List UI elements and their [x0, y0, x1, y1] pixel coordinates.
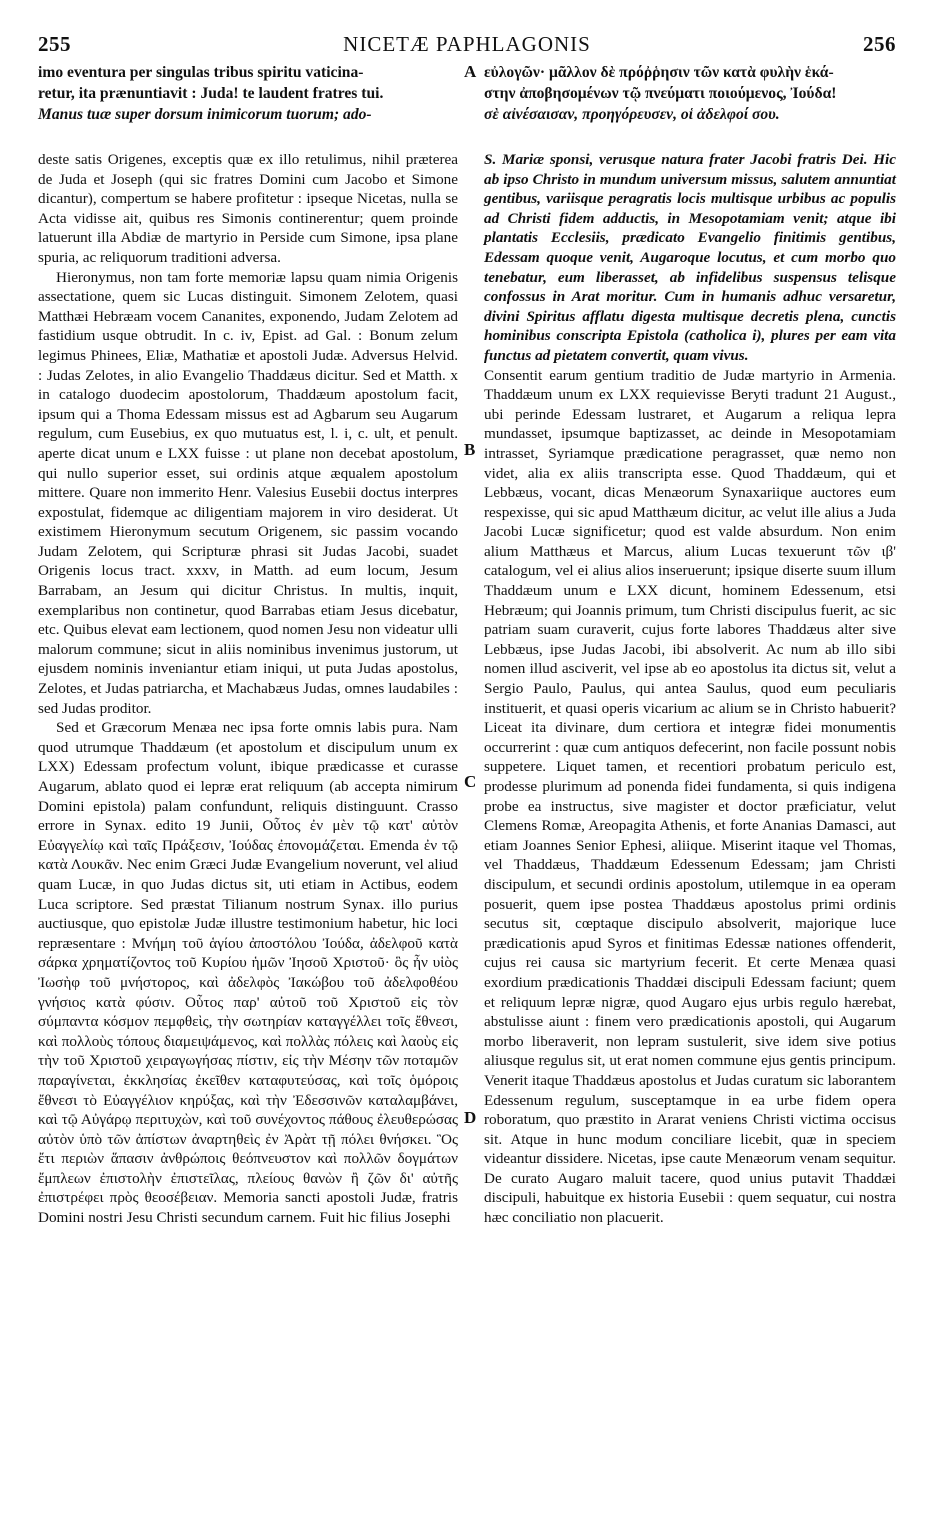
left-paragraph: Hieronymus, non tam forte memoriæ lapsu quam nimia Origenis assectatione, quem sic Lucas distinguit. Simonem Zelotem, quasi Matthæi Hebræam vocem Cananites, exponendo, Judam Zelotem ad fastidium usque obtrudit. In c. iv, Epist. ad Gal. : Bonum zelum legimus Phinees, Eliæ, Mathatiæ et apostoli Judæ. Adversus Helvid. : Judas Zelotes, in alio Evangelio Thaddæus dicitur. Sed et Matth. x in catalogo duodecim apostolorum, Thaddæum apostolum facit, ipsum qui a Thoma Edessam missus est ad Agbarum seu Augarum regulum, cum Eusebius, ex quo mutuatus est, l. i, c. ult, et penult. aperte dicat unum e LXX fuisse : ut plane non decebat apostolum, qui nullo superior esset, sui ordinis atque æqualem apostolum mittere. Quare non immerito Henr. Valesius Eusebii doctus interpres expostulat, fidemque ac diligentiam majorem in viro desiderat. Ut existimem Hieronymum secutum Origenem, sic passim vocando Judam Zelotem, qui Scripturæ phrasi sit Judas Jacobi, suadet Origenis locus tract. xxxv, in Matth. ad eum locum, Jesum Barrabam, an Jesum qui dicitur Christus. In multis, inquit, exemplaribus non continetur, quod Barrabas etiam Jesus dicebatur, etc. Quibus elevat eam lectionem, quod nomen Jesu non videatur ulli malorum commune; sicut in aliis nominibus invenimus justorum, ut ejusdem nominis inveniantur etiam iniqui, ut puta Judas apostolus, Zelotes, et Judas patriarcha, et Machabæus Judas, omnes laudabiles : sed Judas proditor. — [38, 268, 458, 717]
page-header — [38, 32, 896, 58]
left-paragraph: Sed et Græcorum Menæa nec ipsa forte omnis labis pura. Nam quod utrumque Thaddæum (et apostolum et discipulum unum ex LXX) Edessam profectum volunt, ibique prædicasse et curasse Augarum, ablato quod ei lepræ erat reliquum (ab accepta nimirum Domini epistola) palam confundunt, reliquis distinguunt. Crasso errore in Synax. edito 19 Junii, Οὗτος ἐν μὲν τῷ κατ' αὐτὸν Εὐαγγελίῳ καὶ ταῖς Πράξεσιν, Ἰούδας ἐπονομάζεται. Emendа ἐν τῷ κατὰ Λουκᾶν. Nec enim Græci Judæ Evangelium noverunt, vel aliud quam Lucæ, in quo Judas dictus sit, uti etiam in Actibus, eodem Luca scriptore. Sed præstat Tilianum nostrum Synax. illo purius auctiusque, quo epistolæ Judæ illustre testimonium habetur, hic loci repræsentare : Μνήμη τοῦ ἁγίου ἀποστόλου Ἰούδα, ἀδελφοῦ κατὰ σάρκα χρηματίζοντος τοῦ Κυρίου ἡμῶν Ἰησοῦ Χριστοῦ· ὃς ἦν υἱὸς Ἰωσὴφ τοῦ μνήστορος, καὶ ἀδελφὸς Ἰακώβου τοῦ ἀδελφοθέου γνήσιος κατὰ φύσιν. Οὗτος παρ' αὐτοῦ τοῦ Χριστοῦ εἰς τὸν σύμπαντα κόσμον πεμφθεὶς, τὴν σωτηρίαν καταγγέλλει τοῖς ἔθνεσι, καὶ πολλοὺς τόπους διαμειψάμενος, καὶ πολλὰς πόλεις καὶ λαοὺς εἰς τὴν τοῦ Χριστοῦ χειραγωγήσας πίστιν, εἰς τὴν Μέσην τῶν ποταμῶν παραγίνεται, ἐκκλησίας ἐκεῖθεν καταφυτεύσας, καὶ τοῖς ὁμόροις ἔθνεσι τὸ Εὐαγγέλιον κηρύξας, καὶ τὴν Ἐδεσσινῶν καταλαμβάνει, καὶ τῷ Αὐγάρῳ περιτυχὼν, καὶ τοῦ συνέχοντος πάθους ἐλευθερώσας αὐτὸν ὑπὸ τῶν ἀπίστων ἀναρτηθεὶς ἐν Ἀρὰτ τῇ πόλει θνήσκει. Ὃς ἔτι περιὼν ἅπασιν ἀνθρώποις θεόπνευστον καὶ πολλῶν δογμάτων ἔμπλεων ἐπιστολὴν ἐπιστεῖλας, πλείους θανὼν ἢ ζῶν δι' αὐτῆς ἐπιστρέφει πρὸς θεοσέβειαν. Memoria sancti apostoli Judæ, fratris Domini nostri Jesu Christi secundum carnem. Fuit hic filius Josephi — [38, 719, 458, 1227]
margin-marker-d: D — [464, 1108, 477, 1127]
left-paragraph: deste satis Origenes, exceptis quæ ex illo retulimus, nihil præterea de Juda et Joseph (qui sic fratres Domini cum Jacobo et Simone dicantur), compertum se habere profitetur : ipseque Nicetas, nulla se Acta vidisse ait, quibus res Simonis continerentur; quem proinde latuerunt illa Abdiæ de martyrio in Perside cum Simone, ipsa plane spuria, ac reliquorum traditioni adversa. — [38, 151, 458, 266]
intro-latin-line: retur, ita prænuntiavit : Juda! te laudent fratres tui. — [38, 85, 384, 102]
intro-greek-line: εὐλογῶν· μᾶλλον δὲ πρόῤῥησιν τῶν κατὰ φυλὴν ἑκά- — [484, 64, 834, 81]
margin-marker-a: A — [464, 62, 477, 81]
intro-latin-line: imo eventura per singulas tribus spiritu vaticina- — [38, 64, 364, 81]
right-paragraph: Consentit earum gentium traditio de Judæ martyrio in Armenia. Thaddæum unum ex LXX requievisse Beryti tradunt 21 August., ubi perinde Edessam lustraret, et Augarum a reliqua lepra mundasset, ipsumque baptizasset, ac deinde in Mesopotamiam intrasset, Syriamque prædicatione peragrasset, quæ nemo non videt, alia ex aliis transcripta esse. Quod Thaddæum, qui et Lebbæus, vocant, dicas Menæorum Synaxariique auctores eum respexisse, qui sic apud Matthæum dicitur, ac velut ille alius a Juda Jacobi Lucæ significetur; quod est valde absurdum. Non enim alium Matthæus et Marcus, alium Lucas texuerunt τῶν ιβ' catalogum, vel ei alius alios inseruerunt; ipsique diserte suum illum Thaddæum unum e LXX dicunt, hominem Edessenum, etsi Hebræum; qui Joannis primum, tum Christi discipulus fuerit, ac sic patriam suam curaverit, cujus forte labores Thaddæus alter sive Lebbæus, ipse Judas Jacobi, ibi absolverit. Ac num ab illo sibi nomen illud asciverit, vel ipse ab eo apostolus ita dictus sit, velut a Sergio Paulo, Paulus, qui antea Saulus, quod eum peculiaris instituerit, et quasi operis vicarium ac alium se in Christo habuerit? Liceat ita divinare, dum certiora et integræ fidei monumentis occurrerint : quæ cum antiquos defecerint, non facile possunt nobis suppetere. Liquet tamen, et recentiori probatum periculo est, prodesse plurimum ad ponenda fidei fundamenta, si quis indigena probe ea instructus, sive magister et doctor præficiatur, velut Clemens Romæ, Areopagita Athenis, et forte Ananias Damasci, aut etiam Joannes Senior Ephesi, aliique. Miserint itaque vel Thomas, vel Thaddæus, Thaddæum Edessenum Edessam; jam Christi discipulum, et secundi ordinis apostolum, utilemque in ea operam posuerit, quem ipse postea Thaddæus apostolus primi ordinis secutus sit, cœptaque discipulo absolverit, majorique luce prædicationis apud Syros et finitimas Edessæ nationes offenderit, cujus rei causa sic martyrium fecerit. Et certe Menæa quasi exordium prædicationis Thaddæi discipuli Edessam faciunt; quem et reliquum lepræ nigræ, quod Augaro ejus urbis regulo hærebat, abstulisse aiunt : finem vero prædicationis apostoli, qui Augarum morbo liberaverit, non lepram sustulerit, sive idem sive potius aliusque regulus sit, ut erat nomen commune ejus gentis principum. Venerit itaque Thaddæus apostolus et Judas curatum sic laborantem Edessenum regulum, susceptamque in ea urbe fidem opera roboratum, quo præstito in Ararat veniens Christi victima occisus sit. Atque in hunc modum conciliare licebit, quæ in speciem videantur dissidere. Nicetas, ipse caute Menæorum venam sequitur. De curato Augaro maluit tacere, quod unius putavit Thaddæi discipuli, habuitque ex historia Eusebii : quem sequatur, cui nostra hæc conciliatio non placuerit. — [484, 366, 896, 1227]
page-number-right: 256 — [863, 32, 896, 56]
right-paragraph: S. Mariæ sponsi, verusque natura frater Jacobi fratris Dei. Hic ab ipso Christo in mundum universum missus, salutem annuntiat gentibus, variisque peragratis locis multisque urbibus ac populis ad Christi fidem adductis, in Mesopotamiam venit; atque ibi plantatis Ecclesiis, prædicato Evangelio finitimis gentibus, Edessam quoque venit, Augaroque locutus, et cum morbo quo tenebatur, eum liberasset, ab infidelibus suspensus telisque confossus in Arat moritur. Cum in humanis adhuc versaretur, divini Spiritus afflatu digesta multisque decretis plena, cunctis hominibus conscripta Epistola (catholica i), plures per eam vita functus ad pietatem convertit, quam vivus. — [484, 151, 896, 364]
running-title: NICETÆ PAPHLAGONIS — [343, 32, 591, 56]
margin-marker-c: C — [464, 772, 477, 791]
intro-greek-line: σὲ αἰνέσαισαν, προηγόρευσεν, οἱ ἀδελφοί σου. — [484, 106, 780, 123]
right-column — [484, 150, 896, 1228]
intro-latin — [38, 62, 458, 125]
intro-latin-line: Manus tuæ super dorsum inimicorum tuorum; ado- — [38, 106, 372, 123]
intro-greek-line: στην ἀποβησομένων τῷ πνεύματι ποιούμενος, Ἰούδα! — [484, 85, 837, 102]
page-number-left: 255 — [38, 32, 71, 56]
left-column — [38, 150, 458, 1228]
margin-marker-b: B — [464, 440, 476, 459]
intro-greek — [484, 62, 896, 125]
